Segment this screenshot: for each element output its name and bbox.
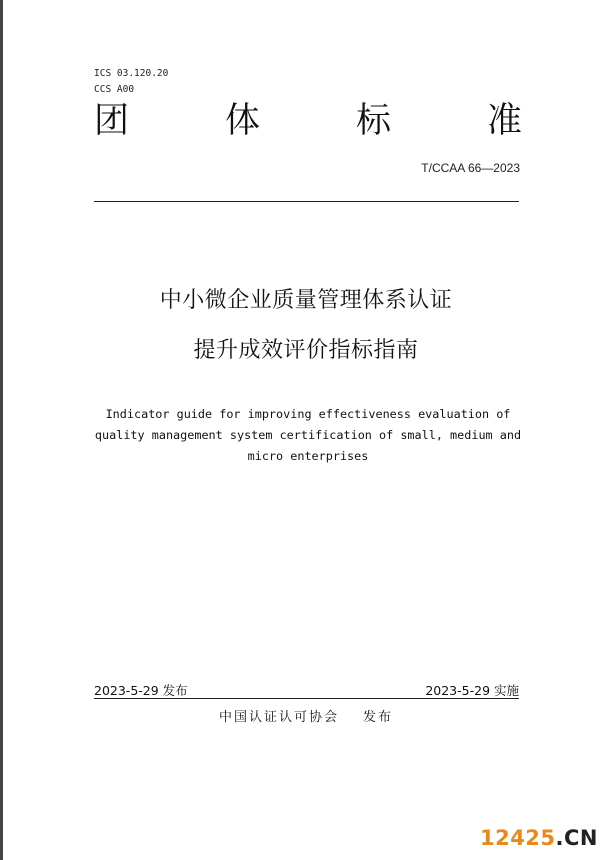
watermark-number: 12425 [479,826,556,850]
bottom-divider [94,698,519,699]
english-title [90,404,526,467]
english-title-line-2: quality management system certification of small, medium and [94,428,522,442]
implement-date: 2023-5-29 实施 [425,683,519,698]
watermark-suffix: .CN [555,826,598,850]
english-title-line-3: micro enterprises [247,449,369,463]
heading-char-1: 团 [94,100,130,141]
ics-code: ICS 03.120.20 [94,68,169,79]
standard-type-heading [94,98,522,144]
publish-date: 2023-5-29 发布 [94,683,188,698]
english-title-line-1: Indicator guide for improving effectiveness evaluation of [105,407,511,421]
heading-char-4: 准 [486,100,522,141]
ccs-code: CCS A00 [94,84,135,95]
heading-char-3: 标 [355,100,391,141]
issuer-line [0,706,612,725]
chinese-title-line-2: 提升成效评价指标指南 [193,338,419,363]
page-left-border [0,0,3,860]
issue-label: 发布 [363,710,394,725]
site-watermark [480,826,598,850]
chinese-title-line-1: 中小微企业质量管理体系认证 [159,288,453,313]
standard-number: T/CCAA 66—2023 [421,161,520,175]
issuer-name: 中国认证认可协会 [218,710,339,725]
heading-char-2: 体 [224,100,260,141]
top-divider [94,201,519,202]
